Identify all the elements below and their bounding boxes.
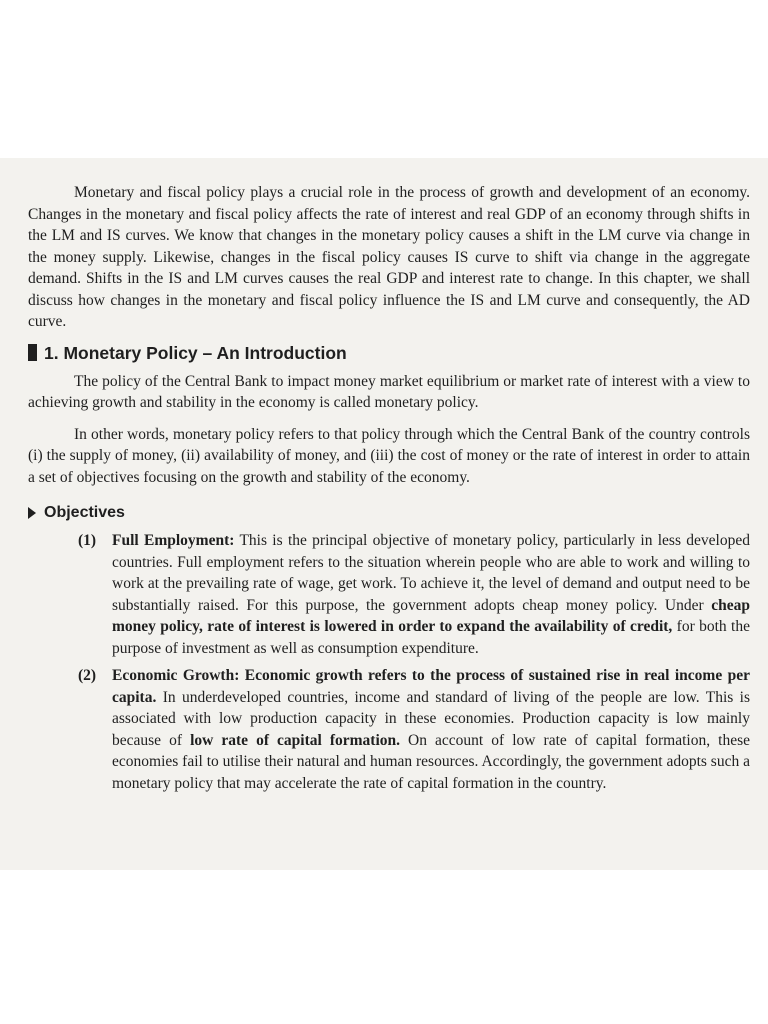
definition-paragraph: The policy of the Central Bank to impact money market equilibrium or market rate of interest with a view to achieving growth and stability in the economy is called monetary policy. bbox=[28, 372, 750, 411]
item-text: In underdeveloped countries, income and standard of living of the people are low. This is associated with low production capacity in these economies. Production capacity is low mainly because of bbox=[112, 688, 750, 749]
section-heading-text: 1. Monetary Policy – An Introduction bbox=[44, 342, 347, 363]
item-text: for both the purpose of investment as well as consumption expenditure. bbox=[112, 618, 750, 657]
item-title: Full Employment: bbox=[112, 532, 235, 549]
item-body bbox=[112, 665, 750, 794]
objective-item-economic-growth bbox=[78, 665, 750, 794]
other-words-paragraph: In other words, monetary policy refers to that policy through which the Central Bank of the country controls (i) the supply of money, (ii) availability of money, and (iii) the cost of money or the rate of interest in order to attain a set of objectives focusing on the growth and stability of the economy. bbox=[28, 425, 750, 486]
book-page bbox=[0, 158, 768, 870]
item-number: (2) bbox=[78, 667, 97, 684]
section-heading bbox=[28, 341, 750, 365]
item-body bbox=[112, 530, 750, 659]
objectives-heading-text: Objectives bbox=[44, 504, 125, 521]
item-text: On account of low rate of capital formation, these economies fail to utilise their natural and human resources. Accordingly, the government adopts such a monetary policy that may accelerate the rate of capital formation in the country. bbox=[112, 731, 751, 792]
item-text: This is the principal objective of monetary policy, particularly in less developed countries. Full employment refers to the situation wherein people who are able to work and willing to work at the prevailing rate of wage, get work. To achieve it, the level of demand and output need to be substantially raised. For this purpose, the government adopts cheap money policy. Under bbox=[112, 532, 750, 614]
item-emphasis: low rate of capital formation. bbox=[190, 731, 401, 749]
item-number: (1) bbox=[78, 532, 97, 549]
item-emphasis: cheap money policy, rate of interest is lowered in order to expand the availability of credit, bbox=[112, 596, 750, 635]
objectives-heading bbox=[28, 502, 750, 524]
item-title: Economic Growth: Economic growth refers to the process of sustained rise in real income per capita. bbox=[112, 667, 750, 706]
intro-paragraph: Monetary and fiscal policy plays a crucial role in the process of growth and development of an economy. Changes in the monetary and fiscal policy affects the rate of interest and real GDP of an economy through shifts in the LM and IS curves. We know that changes in the monetary policy causes a shift in the LM curve via change in the money supply. Likewise, changes in the fiscal policy causes IS curve to shift via change in the aggregate demand. Shifts in the IS and LM curves causes the real GDP and interest rate to change. In this chapter, we shall discuss how changes in the monetary and fiscal policy influence the IS and LM curve and consequently, the AD curve. bbox=[28, 184, 750, 330]
heading-bar-icon bbox=[28, 344, 37, 361]
triangle-bullet-icon bbox=[28, 507, 36, 519]
objective-item-full-employment bbox=[78, 530, 750, 659]
page-content bbox=[28, 182, 750, 794]
